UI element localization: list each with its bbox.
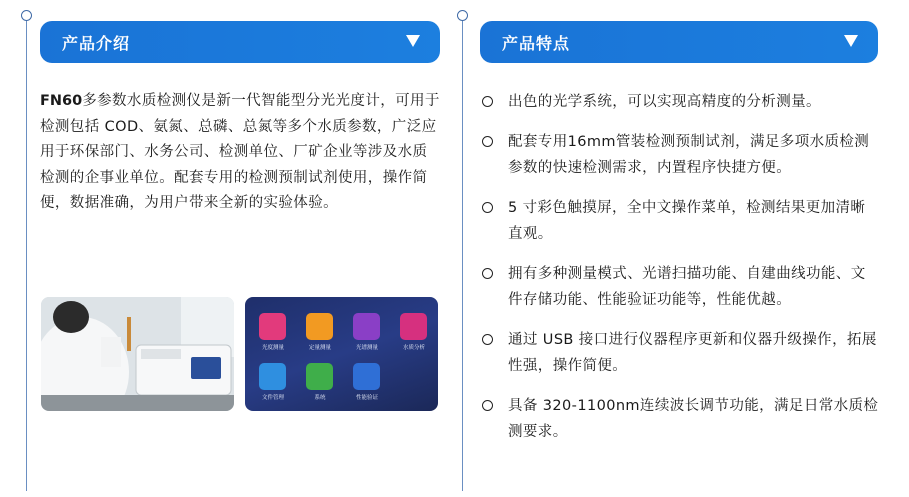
intro-section-header[interactable] xyxy=(40,21,440,63)
features-section-header[interactable] xyxy=(480,21,878,63)
circle-bullet-icon xyxy=(482,334,493,345)
screen-tile-label: 系统 xyxy=(314,395,326,401)
spectrum-icon xyxy=(353,313,380,340)
intro-section-title: 产品介绍 xyxy=(62,34,131,53)
right-timeline-dot xyxy=(457,10,468,21)
feature-item: 通过 USB 接口进行仪器程序更新和仪器升级操作，拓展性强，操作简便。 xyxy=(480,327,880,379)
intro-body: 多参数水质检测仪是新一代智能型分光光度计，可用于检测包括 COD、氨氮、总磷、总氮等多个水质参数，广泛应用于环保部门、水务公司、检测单位、厂矿企业等涉及水质检测的企事业单位。配套专用的检测预制试剂使用，操作简便，数据准确，为用户带来全新的实验体验。 xyxy=(40,93,440,211)
flask-icon xyxy=(259,313,286,340)
screen-tile-label: 光谱测量 xyxy=(355,345,378,351)
left-timeline-dot xyxy=(21,10,32,21)
screen-tile-label: 定量测量 xyxy=(308,345,331,351)
features-list xyxy=(480,89,880,459)
left-timeline xyxy=(26,14,27,491)
screen-tile-label: 水质分析 xyxy=(402,345,425,351)
feature-item: 5 寸彩色触摸屏，全中文操作菜单，检测结果更加清晰直观。 xyxy=(480,195,880,247)
lab-scene-image xyxy=(41,297,234,411)
features-section-title: 产品特点 xyxy=(502,34,571,53)
beaker-icon xyxy=(306,313,333,340)
circle-bullet-icon xyxy=(482,268,493,279)
gears-icon xyxy=(306,363,333,390)
model-name: FN60 xyxy=(40,93,83,109)
instrument-screen-image xyxy=(245,297,438,411)
circle-bullet-icon xyxy=(482,400,493,411)
feature-item: 拥有多种测量模式、光谱扫描功能、自建曲线功能、文件存储功能、性能验证功能等，性能优越。 xyxy=(480,261,880,313)
files-icon xyxy=(259,363,286,390)
circle-bullet-icon xyxy=(482,136,493,147)
drop-icon xyxy=(400,313,427,340)
chevron-down-icon[interactable] xyxy=(844,35,858,47)
circle-bullet-icon xyxy=(482,202,493,213)
product-intro-text xyxy=(40,89,440,217)
screen-tile-label: 性能验证 xyxy=(355,395,378,401)
stamp-icon xyxy=(353,363,380,390)
feature-item: 具备 320-1100nm连续波长调节功能，满足日常水质检测要求。 xyxy=(480,393,880,445)
feature-item: 出色的光学系统，可以实现高精度的分析测量。 xyxy=(480,89,880,115)
chevron-down-icon[interactable] xyxy=(406,35,420,47)
circle-bullet-icon xyxy=(482,96,493,107)
lab-photo xyxy=(41,297,234,411)
screen-tile-label: 文件管理 xyxy=(261,395,284,401)
screen-tile-label: 光度测量 xyxy=(261,345,284,351)
right-timeline xyxy=(462,14,463,491)
feature-item: 配套专用16mm管装检测预制试剂，满足多项水质检测参数的快速检测需求，内置程序快捷方便。 xyxy=(480,129,880,181)
